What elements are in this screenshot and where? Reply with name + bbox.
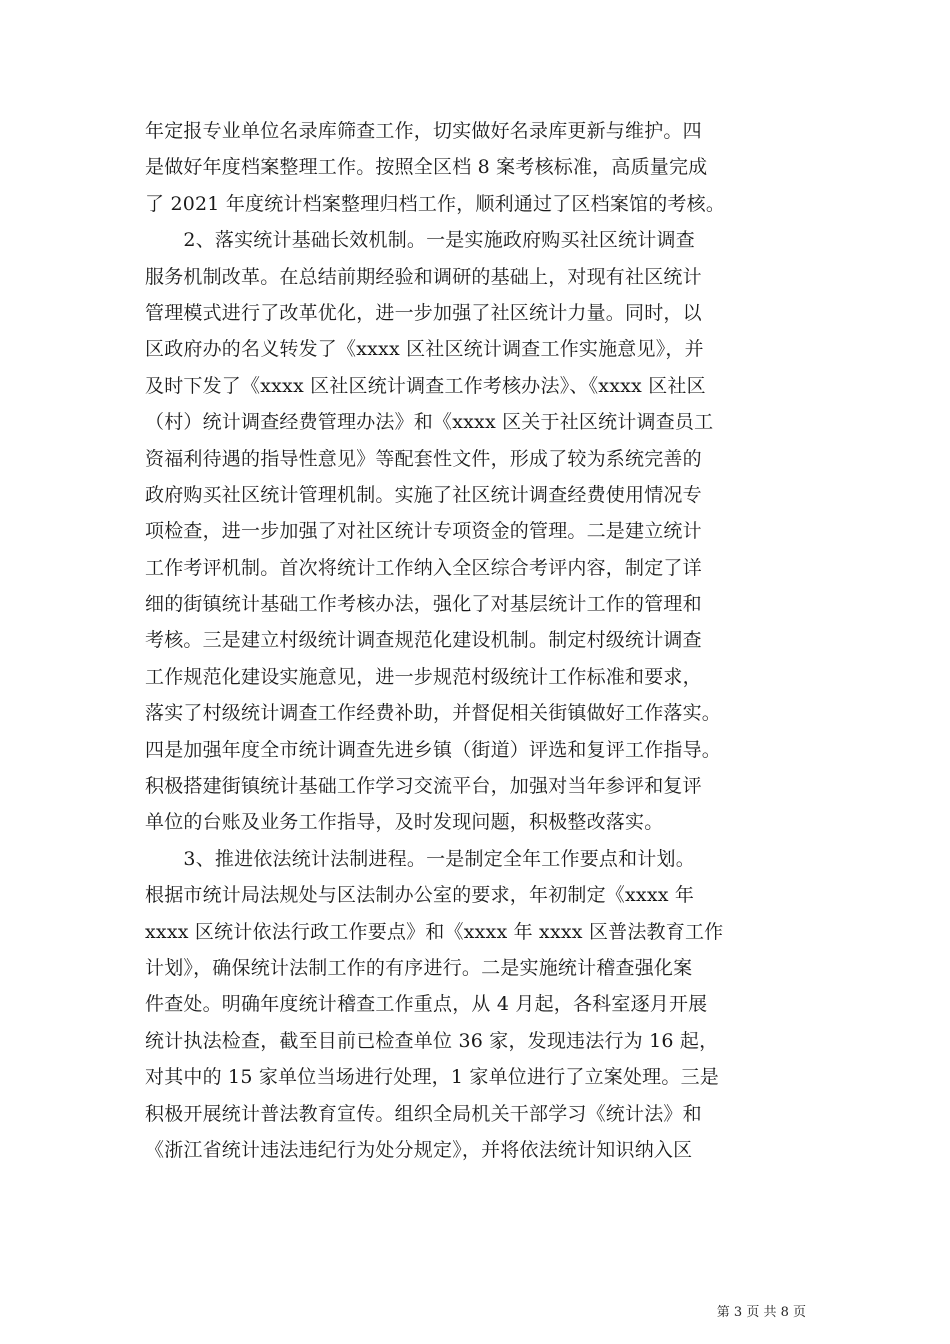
text-line: 单位的台账及业务工作指导，及时发现问题，积极整改落实。 bbox=[145, 811, 664, 834]
text-line: 项检查，进一步加强了对社区统计专项资金的管理。二是建立统计 bbox=[145, 520, 702, 543]
text-line: 《浙江省统计违法违纪行为处分规定》，并将依法统计知识纳入区 bbox=[145, 1138, 693, 1161]
text-line: 工作考评机制。首次将统计工作纳入全区综合考评内容，制定了详 bbox=[145, 556, 702, 579]
text-line: 2、落实统计基础长效机制。一是实施政府购买社区统计调查 bbox=[145, 229, 695, 252]
text-line: 管理模式进行了改革优化，进一步加强了社区统计力量。同时，以 bbox=[145, 301, 702, 324]
text-line: 了 2021 年度统计档案整理归档工作，顺利通过了区档案馆的考核。 bbox=[145, 192, 726, 215]
page-number-footer: 第 3 页 共 8 页 bbox=[716, 1305, 806, 1320]
text-line: 考核。三是建立村级统计调查规范化建设机制。制定村级统计调查 bbox=[145, 629, 702, 652]
text-line: xxxx 区统计依法行政工作要点》和《xxxx 年 xxxx 区普法教育工作 bbox=[145, 920, 724, 943]
text-line: 根据市统计局法规处与区法制办公室的要求，年初制定《xxxx 年 bbox=[145, 884, 695, 907]
text-line: 区政府办的名义转发了《xxxx 区社区统计调查工作实施意见》，并 bbox=[145, 338, 704, 361]
text-line: 及时下发了《xxxx 区社区统计调查工作考核办法》、《xxxx 区社区 bbox=[145, 374, 706, 397]
text-line: 资福利待遇的指导性意见》等配套性文件，形成了较为系统完善的 bbox=[145, 447, 702, 470]
text-line: 服务机制改革。在总结前期经验和调研的基础上，对现有社区统计 bbox=[145, 265, 702, 288]
text-line: 件查处。明确年度统计稽查工作重点，从 4 月起，各科室逐月开展 bbox=[145, 993, 708, 1016]
text-line: 对其中的 15 家单位当场进行处理，1 家单位进行了立案处理。三是 bbox=[145, 1066, 719, 1089]
text-line: 细的街镇统计基础工作考核办法，强化了对基层统计工作的管理和 bbox=[145, 593, 702, 616]
text-line: 积极开展统计普法教育宣传。组织全局机关干部学习《统计法》和 bbox=[145, 1102, 702, 1125]
text-line: 落实了村级统计调查工作经费补助，并督促相关街镇做好工作落实。 bbox=[145, 702, 722, 725]
text-line: 计划》，确保统计法制工作的有序进行。二是实施统计稽查强化案 bbox=[145, 956, 693, 979]
text-line: 积极搭建街镇统计基础工作学习交流平台，加强对当年参评和复评 bbox=[145, 775, 702, 798]
body-text bbox=[145, 113, 805, 1168]
text-line: 3、推进依法统计法制进程。一是制定全年工作要点和计划。 bbox=[145, 847, 695, 870]
text-line: （村）统计调查经费管理办法》和《xxxx 区关于社区统计调查员工 bbox=[145, 411, 714, 434]
text-line: 年定报专业单位名录库筛查工作，切实做好名录库更新与维护。四 bbox=[145, 120, 702, 142]
text-line: 工作规范化建设实施意见，进一步规范村级统计工作标准和要求， bbox=[145, 665, 702, 688]
text-line: 四是加强年度全市统计调查先进乡镇（街道）评选和复评工作指导。 bbox=[145, 738, 722, 761]
text-line: 统计执法检查，截至目前已检查单位 36 家，发现违法行为 16 起， bbox=[145, 1029, 719, 1052]
text-line: 政府购买社区统计管理机制。实施了社区统计调查经费使用情况专 bbox=[145, 483, 702, 506]
text-line: 是做好年度档案整理工作。按照全区档 8 案考核标准，高质量完成 bbox=[145, 156, 708, 179]
